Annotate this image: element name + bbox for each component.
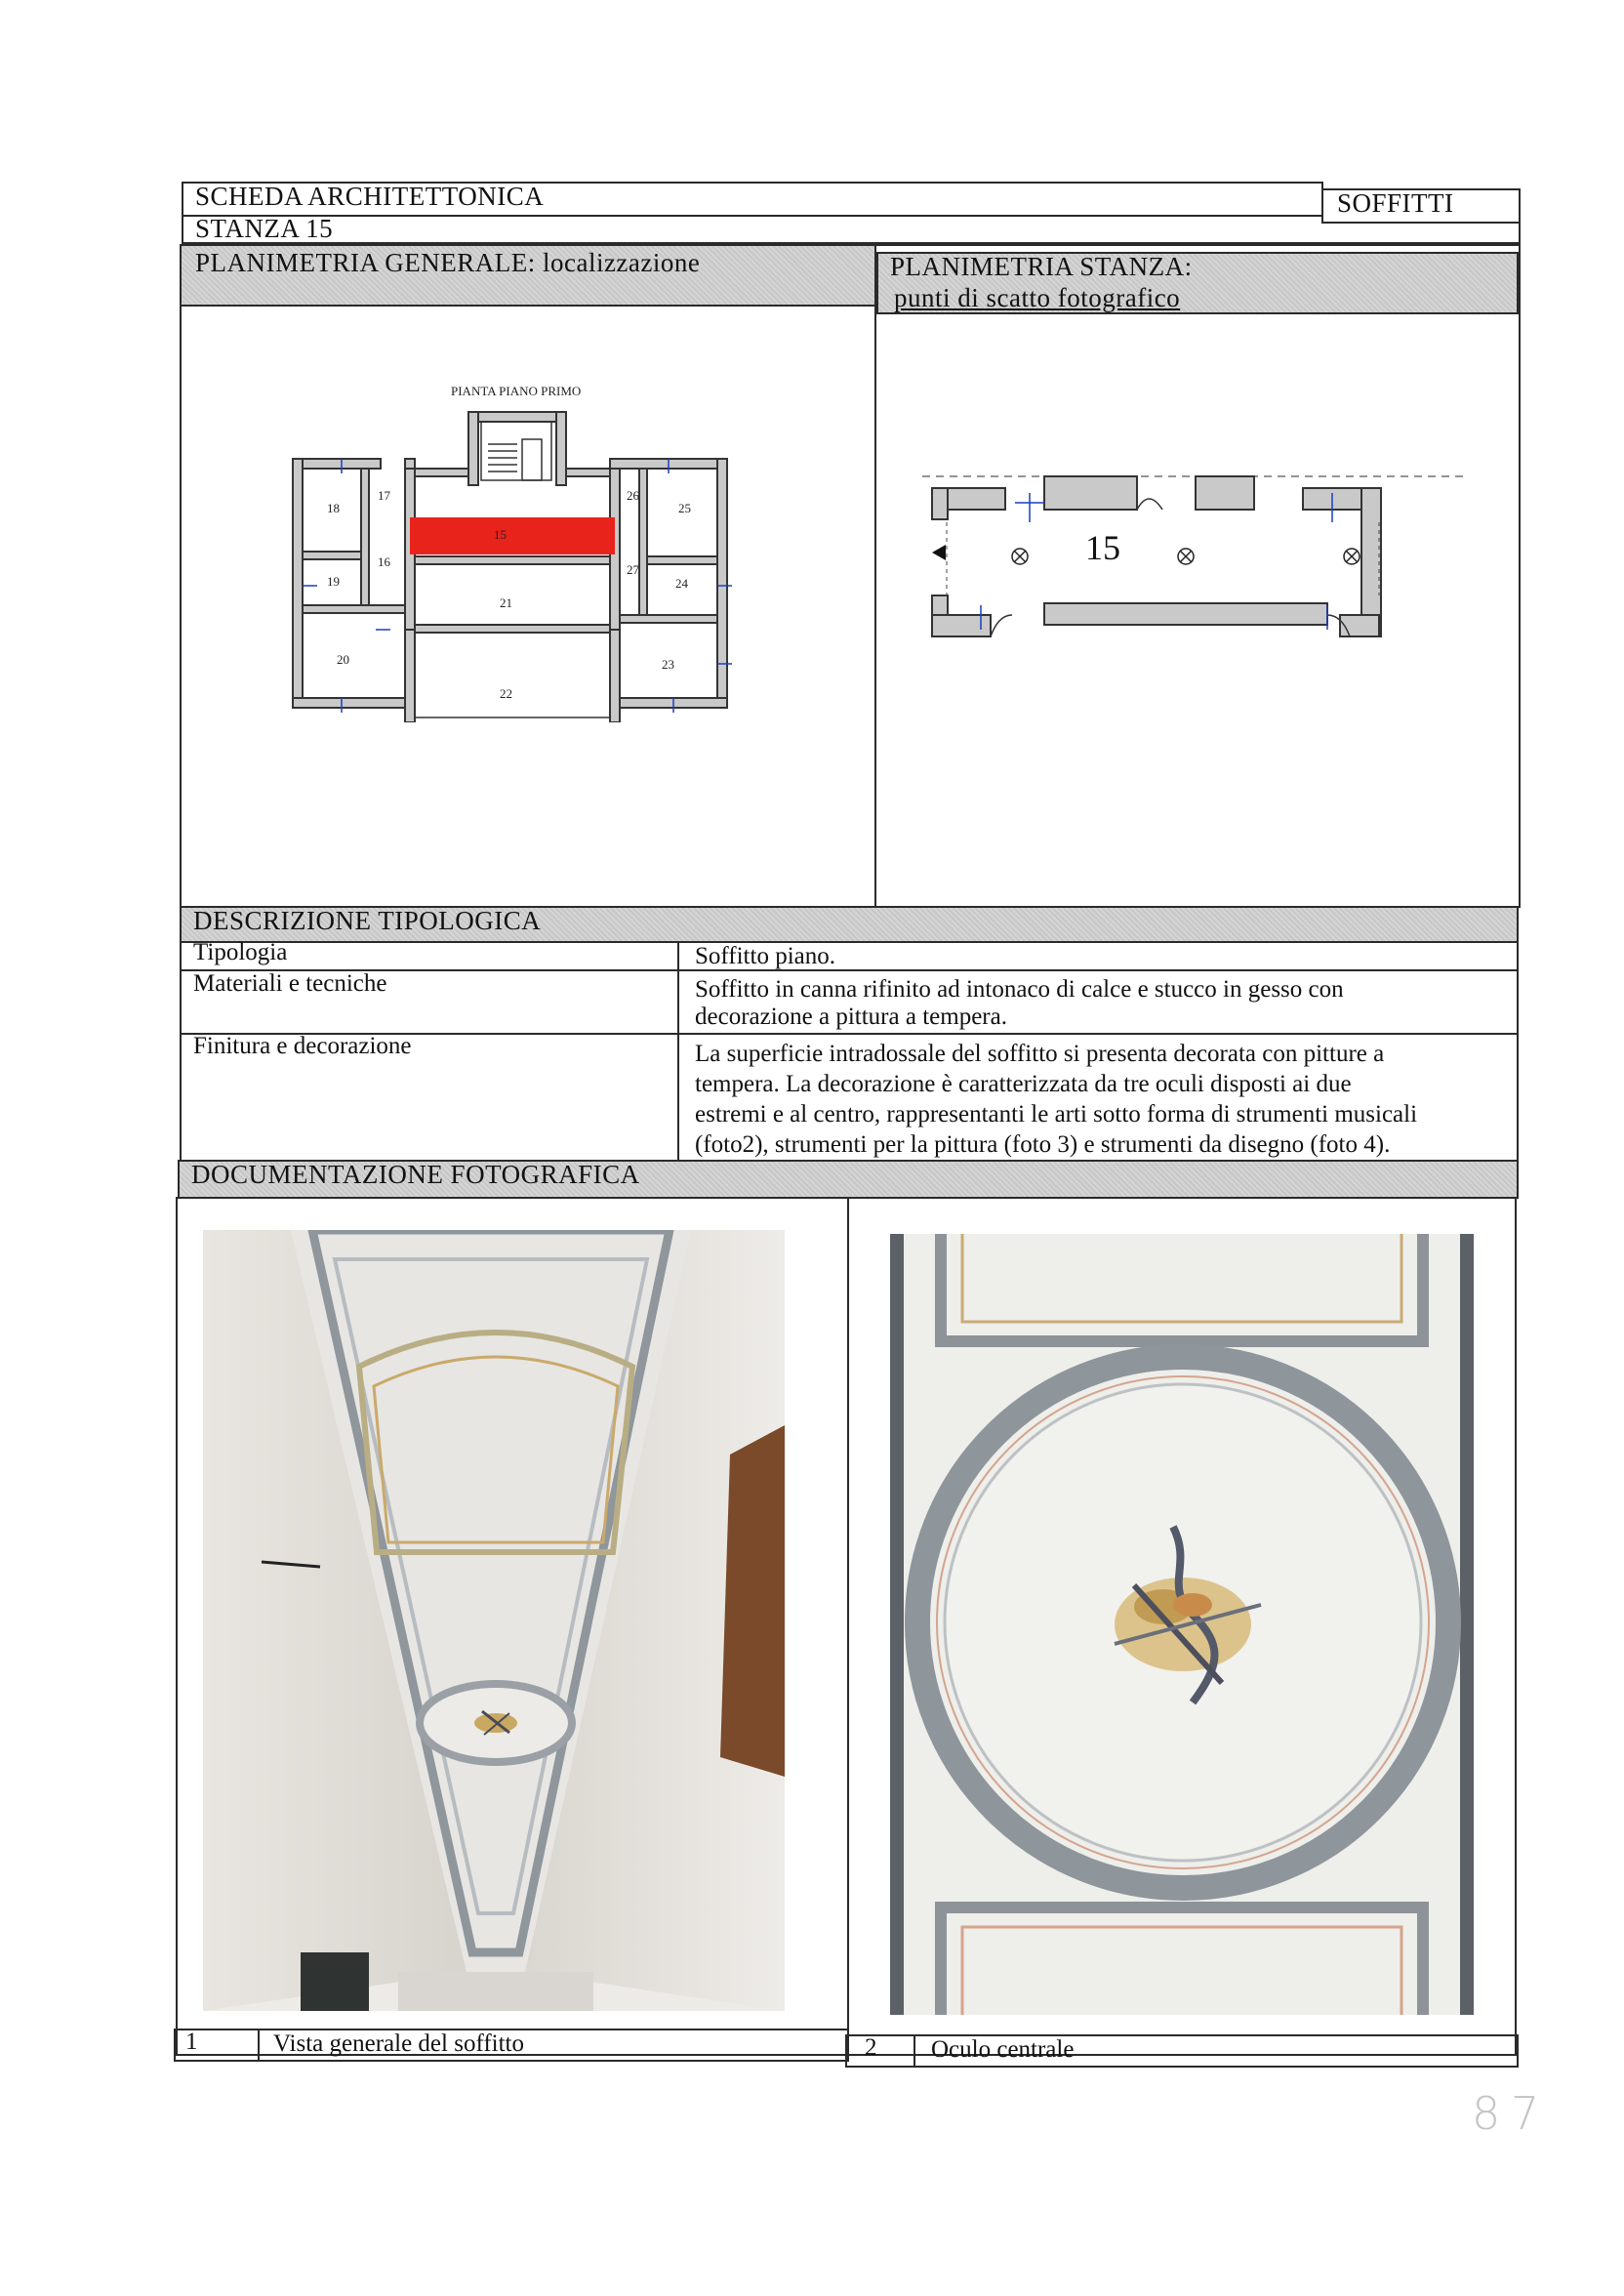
room-label-row bbox=[182, 215, 1521, 244]
row-label-materiali: Materiali e tecniche bbox=[193, 970, 387, 997]
photo-1-ceiling-view bbox=[203, 1230, 785, 2011]
room-16: 16 bbox=[378, 554, 390, 569]
category-label: SOFFITTI bbox=[1337, 188, 1454, 218]
description-col-divider bbox=[677, 941, 679, 1162]
shooting-point-3 bbox=[1344, 549, 1360, 564]
photo-1-number: 1 bbox=[185, 2029, 198, 2055]
room-20: 20 bbox=[337, 652, 349, 667]
photo-1-caption-divider bbox=[258, 2029, 260, 2062]
room-label: STANZA 15 bbox=[195, 214, 334, 243]
room-26: 26 bbox=[627, 488, 639, 503]
photo-heading: DOCUMENTAZIONE FOTOGRAFICA bbox=[191, 1160, 640, 1189]
room-21: 21 bbox=[500, 595, 512, 610]
room-17: 17 bbox=[378, 488, 390, 503]
room-23: 23 bbox=[662, 657, 674, 672]
photo-divider bbox=[847, 1197, 849, 2056]
room-19: 19 bbox=[327, 574, 340, 589]
row-label-tipologia: Tipologia bbox=[193, 939, 288, 965]
room-27: 27 bbox=[627, 562, 639, 577]
room-15: 15 bbox=[494, 527, 507, 542]
photo-2-caption-divider bbox=[914, 2034, 915, 2068]
page-number: 8 7 bbox=[1472, 2087, 1538, 2140]
room-22: 22 bbox=[500, 686, 512, 701]
plan-divider bbox=[874, 244, 876, 908]
highlighted-room-15 bbox=[410, 517, 615, 554]
row-value-materiali-1: Soffitto in canna rifinito ad intonaco di calce e stucco in gesso con bbox=[695, 976, 1344, 1003]
plan-room-heading-line2: punti di scatto fotografico bbox=[894, 283, 1181, 312]
room-25: 25 bbox=[678, 501, 691, 515]
sheet-title: SCHEDA ARCHITETTONICA bbox=[195, 182, 545, 211]
room-plan bbox=[922, 459, 1469, 654]
room-18: 18 bbox=[327, 501, 340, 515]
floor-plan bbox=[283, 381, 742, 722]
plan-general-heading: PLANIMETRIA GENERALE: localizzazione bbox=[195, 248, 701, 277]
shooting-point-1 bbox=[1012, 549, 1028, 564]
row-value-finitura-1: La superficie intradossale del soffitto si presenta decorata con pitture a bbox=[695, 1041, 1385, 1067]
shooting-point-2 bbox=[1178, 549, 1194, 564]
row-value-finitura-2: tempera. La decorazione è caratterizzata da tre oculi disposti ai due bbox=[695, 1071, 1352, 1097]
photo-1-caption: Vista generale del soffitto bbox=[273, 2030, 524, 2057]
description-heading: DESCRIZIONE TIPOLOGICA bbox=[193, 906, 542, 935]
row-value-tipologia: Soffitto piano. bbox=[695, 943, 835, 969]
plan-room-heading-line1: PLANIMETRIA STANZA: bbox=[890, 252, 1193, 281]
row-label-finitura: Finitura e decorazione bbox=[193, 1033, 412, 1059]
row-value-materiali-2: decorazione a pittura a tempera. bbox=[695, 1004, 1007, 1030]
room-plan-number: 15 bbox=[1085, 528, 1120, 567]
photo-2-caption: Oculo centrale bbox=[931, 2036, 1075, 2063]
photo-2-number: 2 bbox=[865, 2034, 877, 2061]
photo-2-central-oculus bbox=[890, 1234, 1474, 2015]
row-value-finitura-4: (foto2), strumenti per la pittura (foto 3) e strumenti da disegno (foto 4). bbox=[695, 1131, 1391, 1158]
room-24: 24 bbox=[675, 576, 688, 591]
floor-plan-caption: PIANTA PIANO PRIMO bbox=[451, 384, 582, 398]
row-value-finitura-3: estremi e al centro, rappresentanti le arti sotto forma di strumenti musicali bbox=[695, 1101, 1418, 1128]
